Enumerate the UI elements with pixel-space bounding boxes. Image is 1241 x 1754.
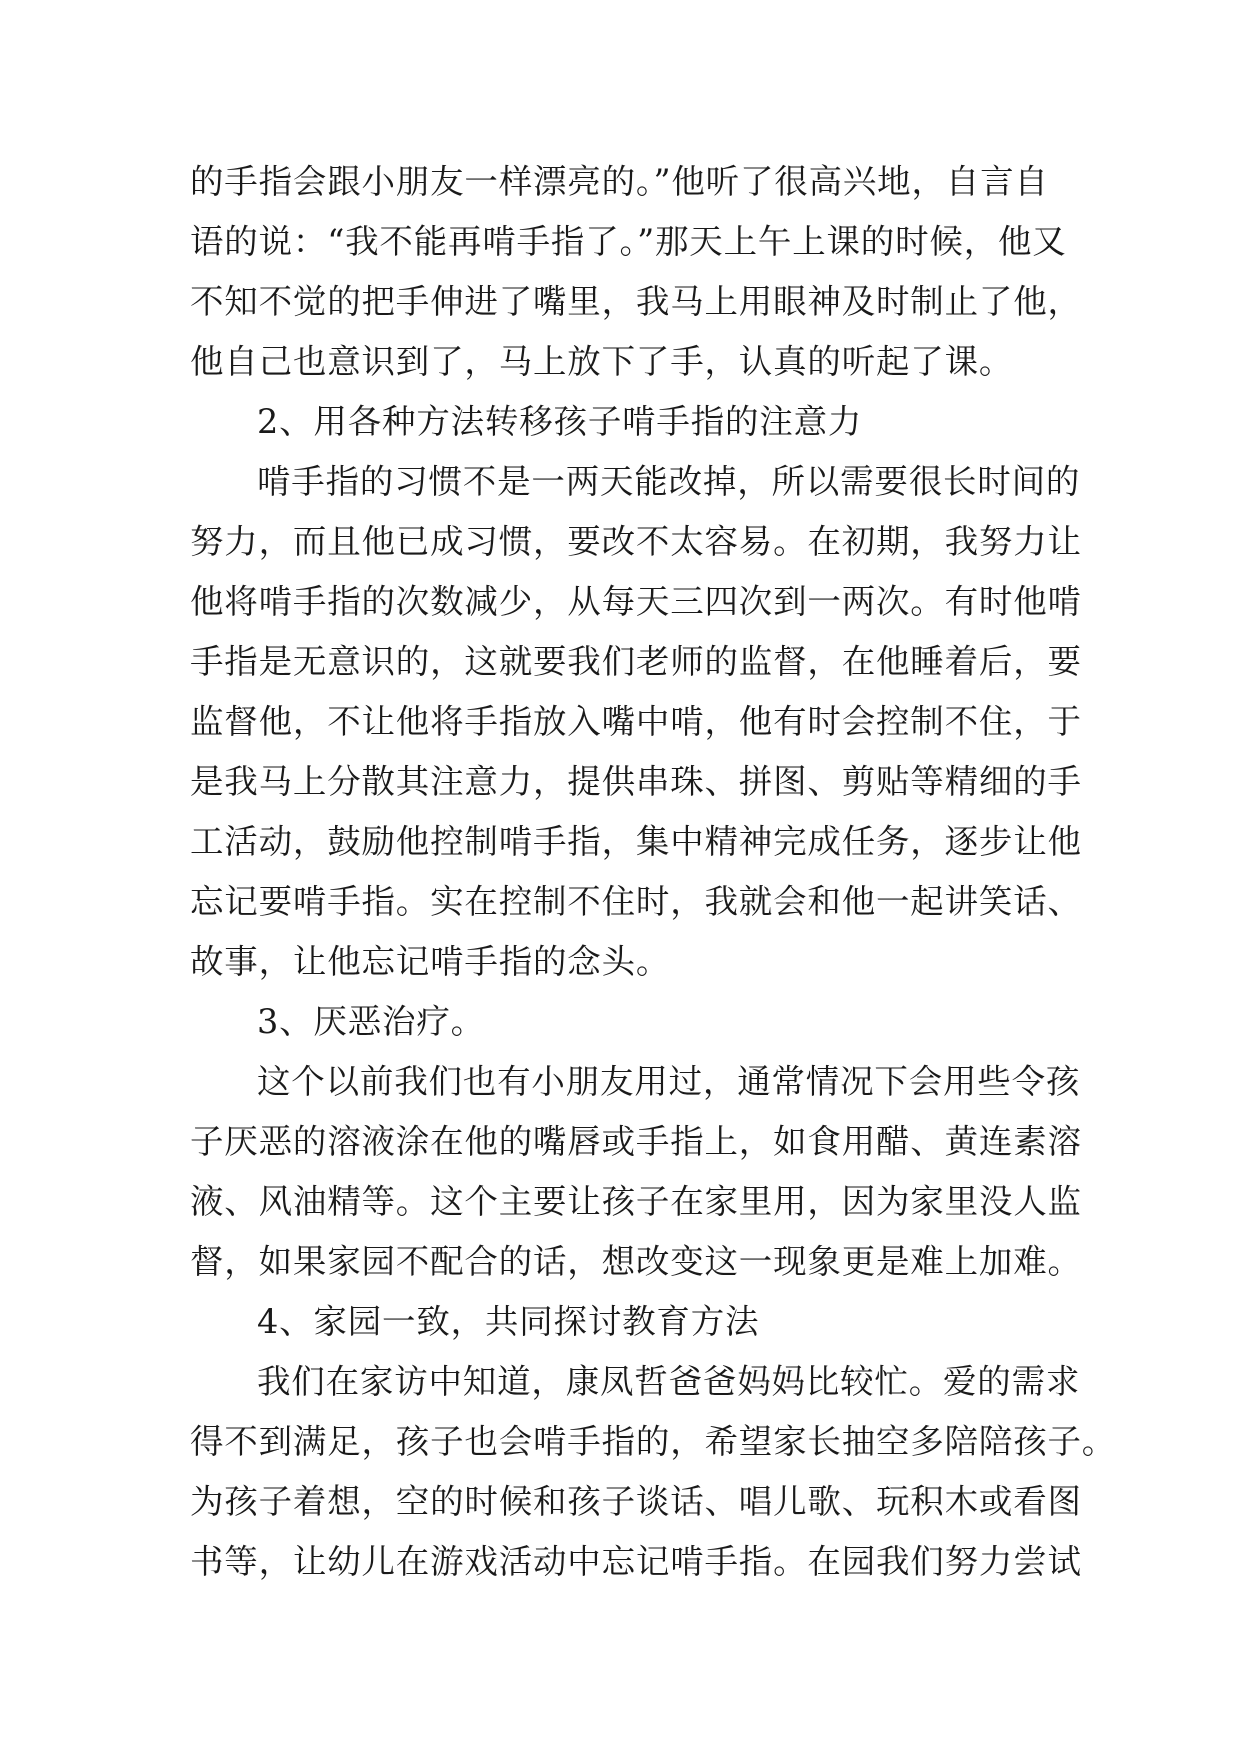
text-line: 工活动，鼓励他控制啃手指，集中精神完成任务，逐步让他: [190, 822, 1082, 861]
text-line: 忘记要啃手指。实在控制不住时，我就会和他一起讲笑话、: [190, 882, 1082, 921]
text-line: 液、风油精等。这个主要让孩子在家里用，因为家里没人监: [190, 1182, 1082, 1221]
text-line: 他自己也意识到了，马上放下了手，认真的听起了课。: [190, 342, 1014, 381]
text-line: 语的说：“我不能再啃手指了。”那天上午上课的时候，他又: [190, 222, 1067, 261]
text-line: 我们在家访中知道，康凤哲爸爸妈妈比较忙。爱的需求: [257, 1362, 1081, 1401]
text-line: 努力，而且他已成习惯，要改不太容易。在初期，我努力让: [190, 522, 1082, 561]
text-line: 的手指会跟小朋友一样漂亮的。”他听了很高兴地，自言自: [190, 162, 1049, 201]
text-line: 监督他，不让他将手指放入嘴中啃，他有时会控制不住，于: [190, 702, 1082, 741]
text-line: 手指是无意识的，这就要我们老师的监督，在他睡着后，要: [190, 642, 1082, 681]
text-line: 是我马上分散其注意力，提供串珠、拼图、剪贴等精细的手: [190, 762, 1082, 801]
body-text: [190, 152, 1117, 1592]
text-line: 啃手指的习惯不是一两天能改掉，所以需要很长时间的: [257, 462, 1081, 501]
text-line: 3、厌恶治疗。: [257, 1002, 485, 1041]
text-line: 督，如果家园不配合的话，想改变这一现象更是难上加难。: [190, 1242, 1082, 1281]
text-line: 为孩子着想，空的时候和孩子谈话、唱儿歌、玩积木或看图: [190, 1482, 1082, 1521]
text-line: 4、家园一致，共同探讨教育方法: [257, 1302, 760, 1341]
text-line: 得不到满足，孩子也会啃手指的，希望家长抽空多陪陪孩子。: [190, 1422, 1117, 1461]
text-line: 不知不觉的把手伸进了嘴里，我马上用眼神及时制止了他，: [190, 282, 1082, 321]
text-line: 这个以前我们也有小朋友用过，通常情况下会用些令孩: [257, 1062, 1081, 1101]
text-line: 书等，让幼儿在游戏活动中忘记啃手指。在园我们努力尝试: [190, 1542, 1082, 1581]
text-line: 他将啃手指的次数减少，从每天三四次到一两次。有时他啃: [190, 582, 1082, 621]
text-line: 2、用各种方法转移孩子啃手指的注意力: [257, 402, 863, 441]
text-line: 故事，让他忘记啃手指的念头。: [190, 942, 671, 981]
text-line: 子厌恶的溶液涂在他的嘴唇或手指上，如食用醋、黄连素溶: [190, 1122, 1082, 1161]
